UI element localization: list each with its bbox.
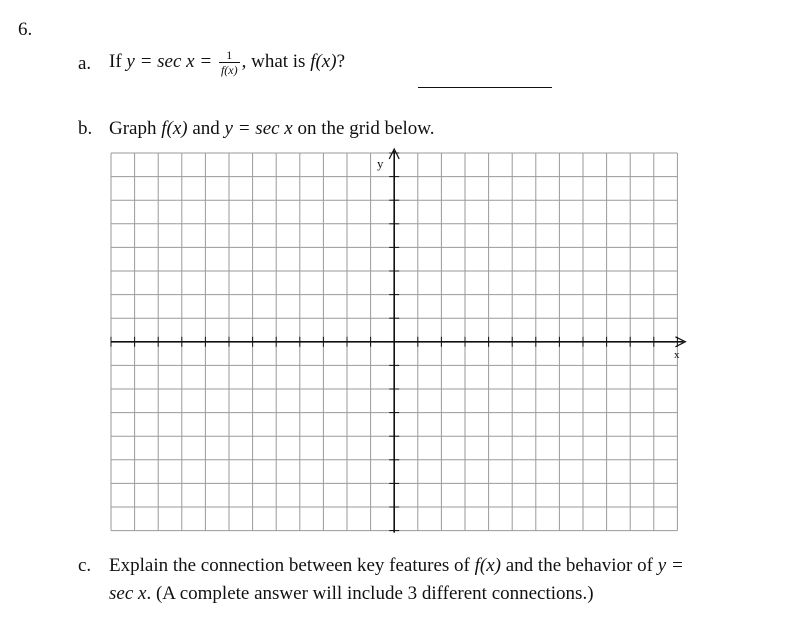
y-axis-label: y — [377, 156, 384, 171]
part-a-prefix: If — [109, 51, 122, 72]
part-b-text-3: on the grid below. — [292, 118, 435, 139]
part-a-what-is: what is — [246, 51, 311, 72]
fraction-numerator: 1 — [219, 48, 240, 63]
part-c-line-1 — [109, 555, 684, 577]
part-c-fx: f(x) — [474, 555, 501, 576]
problem-number: 6. — [18, 19, 33, 40]
part-c-text-2: and the behavior of — [500, 555, 658, 576]
part-b-text-2: and — [187, 118, 225, 139]
part-a-fx: f(x) — [310, 51, 337, 72]
part-c-line-2 — [109, 583, 594, 605]
part-a-label: a. — [78, 53, 92, 74]
part-a-equation: y = sec x = — [126, 51, 217, 72]
fraction-denominator: f(x) — [220, 63, 238, 78]
part-b-fx: f(x) — [161, 118, 188, 139]
part-a-comma: , — [241, 51, 247, 72]
part-b-equation: y = sec x — [224, 118, 293, 139]
part-a-qmark: ? — [336, 51, 346, 72]
part-c-label: c. — [78, 555, 92, 576]
part-c-text-3: . (A complete answer will include 3 different connections.) — [146, 583, 594, 604]
part-c-eq-end: sec x — [109, 583, 147, 604]
part-c-eq-start: y = — [657, 555, 684, 576]
axes — [111, 149, 685, 533]
part-b-label: b. — [78, 118, 93, 139]
part-b-text-1: Graph — [109, 118, 162, 139]
x-axis-label: x — [674, 349, 680, 361]
part-c-text-1: Explain the connection between key features of — [109, 555, 475, 576]
